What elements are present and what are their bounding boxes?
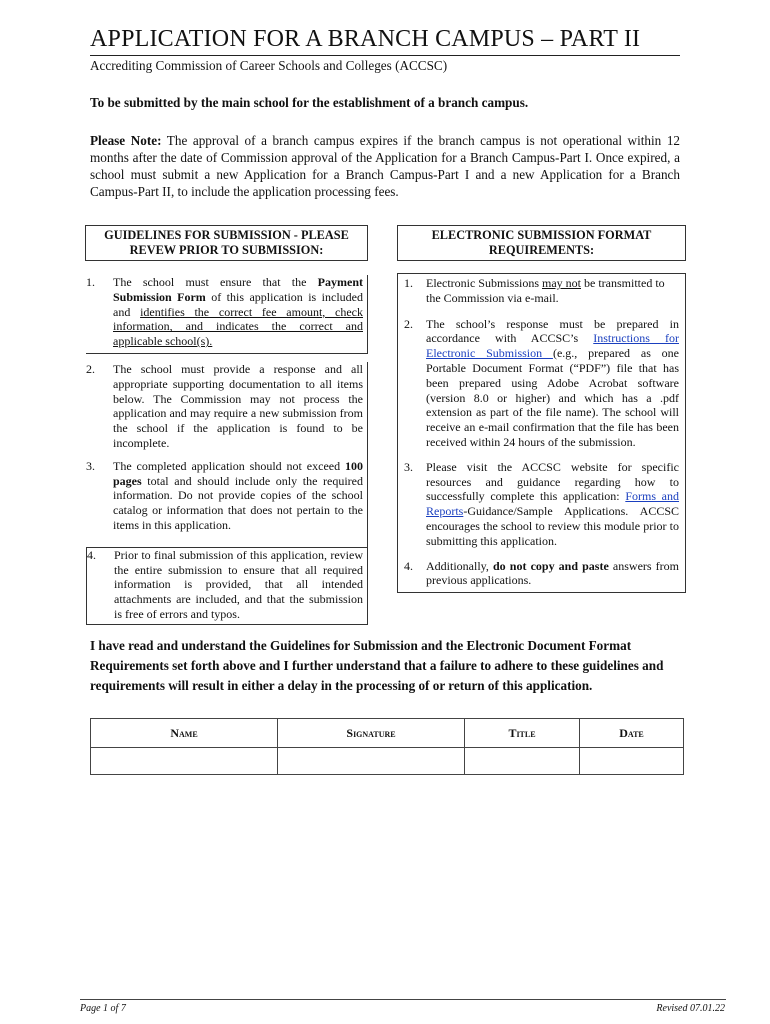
instructions-link[interactable]: Instructions for Electronic Submission (426, 331, 679, 361)
text-part: The completed application should not exceed (113, 458, 345, 473)
requirement-item (398, 276, 685, 306)
item-text: The school must provide a response and all appropriate supporting documentation to all items below. The Commission may not process the application and may require a new submission from the school if the application is found to be incomplete. (113, 361, 363, 450)
item-number: 4. (87, 547, 96, 562)
item-number: 1. (86, 275, 95, 289)
text-part: The school’s response must be prepared in accordance with ACCSC’s (426, 316, 679, 346)
requirement-item (398, 317, 685, 450)
text-part: The school must ensure that the (113, 275, 318, 289)
signature-column-header: Signature (278, 719, 465, 748)
text-underlined: identifies the correct fee amount, check information, and indicates the correct and applicable school(s). (113, 304, 364, 349)
electronic-requirements-list (397, 273, 686, 593)
item-number: 3. (404, 459, 413, 474)
revision-date: Revised 07.01.22 (656, 1003, 725, 1014)
title-field[interactable] (465, 748, 580, 775)
guideline-item (86, 275, 368, 354)
requirement-item (398, 460, 685, 549)
date-field[interactable] (580, 748, 684, 775)
item-number: 2. (404, 316, 413, 331)
text-part: (e.g., prepared as one Portable Document Format (“PDF”) file that has been prepared using Adobe Acrobat software (version 8.0 or higher) and which has a .pdf extension as part of the file name). The school will receive an e-mail confirmation that the file has been received within 24 hours of the submission. (426, 346, 679, 449)
text-part: Additionally, (426, 558, 493, 573)
name-column-header: Name (91, 719, 278, 748)
title-column-header: Title (465, 719, 580, 748)
guideline-item (86, 459, 368, 547)
item-number: 3. (86, 458, 95, 473)
guidelines-list (86, 275, 368, 625)
note-label: Please Note: (90, 133, 162, 148)
text-part: -Guidance/Sample Applications. ACCSC encourages the school to review this module prior to submitting this application. (426, 504, 679, 548)
footer-divider (80, 999, 726, 1000)
text-part: Please visit the ACCSC website for specific resources and guidance regarding how to successfully complete this application: (426, 459, 679, 504)
organization-name: Accrediting Commission of Career Schools and Colleges (ACCSC) (90, 58, 448, 73)
forms-and-reports-link[interactable]: Forms and Reports (426, 489, 680, 519)
text-part: of this application is included and (113, 289, 363, 319)
text-part: be transmitted to the Commission via e-mail. (426, 276, 665, 305)
acknowledgement-statement: I have read and understand the Guidelines for Submission and the Electronic Document Format Requirements set forth above and I further understand that a failure to adhere to these guidelines and requirements will result in either a delay in the processing of or return of this application. (90, 638, 664, 693)
submission-instruction: To be submitted by the main school for the establishment of a branch campus. (90, 95, 529, 110)
electronic-requirements-heading: ELECTRONIC SUBMISSION FORMAT REQUIREMENTS: (397, 225, 686, 261)
item-number: 1. (404, 276, 413, 290)
text-part: Electronic Submissions (426, 276, 542, 290)
date-column-header: Date (580, 719, 684, 748)
page-title: APPLICATION FOR A BRANCH CAMPUS – PART II (90, 26, 680, 56)
text-bold: 100 pages (113, 458, 363, 488)
signature-table (90, 718, 684, 775)
name-field[interactable] (91, 748, 278, 775)
note-text: The approval of a branch campus expires if the branch campus is not operational within 12 months after the date of Commission approval of the Application for a Branch Campus-Part I. Once expired, a school must submit a new Application for a Branch Campus-Part I and a new Application for a Branch Campus-Part II, to include the application processing fees. (90, 133, 681, 199)
guidelines-heading: GUIDELINES FOR SUBMISSION - PLEASE REVEW PRIOR TO SUBMISSION: (85, 225, 368, 261)
please-note-paragraph (90, 132, 680, 200)
text-underlined: may not (542, 276, 581, 290)
text-bold: do not copy and paste (493, 558, 609, 573)
guideline-item (86, 362, 368, 459)
guideline-item (86, 547, 368, 625)
text-bold: Payment Submission Form (113, 275, 363, 304)
page-number: Page 1 of 7 (80, 1003, 126, 1014)
text-part: answers from previous applications. (426, 558, 679, 588)
item-number: 4. (404, 558, 413, 573)
item-number: 2. (86, 361, 95, 376)
text-part: total and should include only the required information. Do not provide copies of the school catalog or information that does not pertain to the items in this application. (113, 473, 363, 532)
item-text: Prior to final submission of this application, review the entire submission to ensure that all required information is provided, that all intended attachments are included, and that the submission is free of errors and typos. (114, 547, 363, 621)
requirement-item (398, 559, 685, 589)
signature-field[interactable] (278, 748, 465, 775)
